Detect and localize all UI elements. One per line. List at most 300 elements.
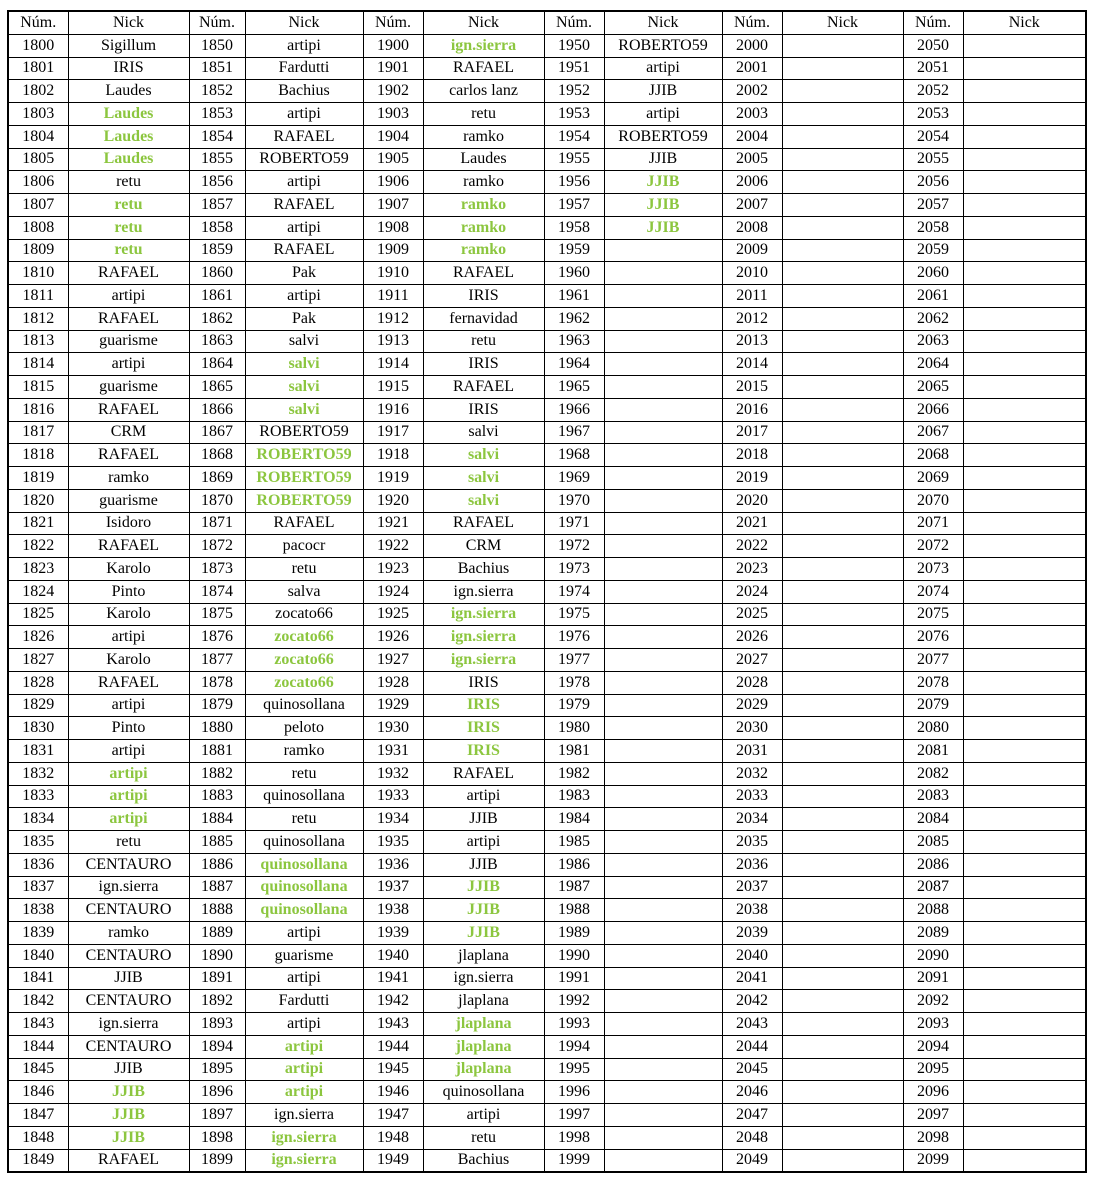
table-row [8,1126,1086,1149]
nick-cell [604,831,722,854]
num-cell: 2051 [903,57,963,80]
nick-cell: pacocr [245,535,363,558]
nick-cell: ign.sierra [423,967,544,990]
num-cell: 1962 [544,307,604,330]
num-cell: 1868 [189,444,245,467]
nick-cell: IRIS [423,285,544,308]
num-cell: 1995 [544,1058,604,1081]
nick-cell: ROBERTO59 [604,34,722,57]
num-cell: 2030 [722,717,782,740]
num-cell: 2058 [903,216,963,239]
num-cell: 1801 [8,57,68,80]
num-cell: 2016 [722,398,782,421]
num-cell: 1919 [363,467,423,490]
nick-cell [782,239,903,262]
nick-cell [782,762,903,785]
num-cell: 1987 [544,876,604,899]
table-row [8,57,1086,80]
num-cell: 2086 [903,853,963,876]
num-cell: 2090 [903,944,963,967]
nick-cell: salvi [423,444,544,467]
nick-cell [604,285,722,308]
nick-cell: Laudes [68,125,189,148]
table-row [8,1013,1086,1036]
nick-cell: jlaplana [423,990,544,1013]
num-cell: 1901 [363,57,423,80]
nick-cell [782,444,903,467]
num-cell: 1937 [363,876,423,899]
num-cell: 1911 [363,285,423,308]
nick-cell [963,307,1086,330]
table-row [8,944,1086,967]
nick-cell [782,1035,903,1058]
header-num: Núm. [903,11,963,34]
nick-cell [782,944,903,967]
num-cell: 1900 [363,34,423,57]
num-cell: 2034 [722,808,782,831]
nick-cell: JJIB [604,80,722,103]
nick-cell: ign.sierra [245,1126,363,1149]
nick-cell [782,785,903,808]
nick-cell: RAFAEL [68,444,189,467]
nick-cell: IRIS [423,740,544,763]
nick-cell [782,262,903,285]
num-cell: 1942 [363,990,423,1013]
nick-cell [782,171,903,194]
nick-cell: JJIB [68,1058,189,1081]
nick-cell [782,103,903,126]
num-cell: 1867 [189,421,245,444]
nick-cell: Bachius [245,80,363,103]
nick-cell [963,353,1086,376]
num-cell: 1914 [363,353,423,376]
nick-cell [963,216,1086,239]
num-cell: 2050 [903,34,963,57]
num-cell: 2022 [722,535,782,558]
nick-cell [782,285,903,308]
nick-cell [604,1126,722,1149]
nick-cell: artipi [245,216,363,239]
nick-cell: CRM [423,535,544,558]
nick-cell [963,899,1086,922]
num-cell: 2065 [903,376,963,399]
nick-cell [782,398,903,421]
nick-cell: salvi [245,376,363,399]
nick-cell: JJIB [604,148,722,171]
num-cell: 2094 [903,1035,963,1058]
num-cell: 2075 [903,603,963,626]
num-cell: 1825 [8,603,68,626]
table-row [8,444,1086,467]
header-num: Núm. [722,11,782,34]
num-cell: 1981 [544,740,604,763]
num-cell: 2003 [722,103,782,126]
nick-cell [604,626,722,649]
num-cell: 1826 [8,626,68,649]
nick-cell: RAFAEL [245,194,363,217]
num-cell: 2059 [903,239,963,262]
num-cell: 2098 [903,1126,963,1149]
num-cell: 1972 [544,535,604,558]
num-cell: 1997 [544,1104,604,1127]
header-num: Núm. [8,11,68,34]
nick-cell: JJIB [604,171,722,194]
num-cell: 1864 [189,353,245,376]
nick-cell [782,216,903,239]
nick-cell [963,34,1086,57]
nick-cell [782,512,903,535]
num-cell: 1851 [189,57,245,80]
nick-cell: CENTAURO [68,853,189,876]
nick-cell: Pak [245,307,363,330]
nick-cell: Pak [245,262,363,285]
table-header [8,11,1086,34]
nick-cell [604,967,722,990]
nick-cell: ROBERTO59 [245,489,363,512]
num-cell: 1805 [8,148,68,171]
table-row [8,558,1086,581]
num-cell: 1855 [189,148,245,171]
nick-cell [963,831,1086,854]
nick-cell [963,489,1086,512]
table-row [8,103,1086,126]
num-cell: 1943 [363,1013,423,1036]
num-cell: 1927 [363,649,423,672]
header-nick: Nick [68,11,189,34]
nick-cell [963,1081,1086,1104]
num-cell: 1844 [8,1035,68,1058]
num-cell: 1915 [363,376,423,399]
num-cell: 1808 [8,216,68,239]
num-cell: 1935 [363,831,423,854]
nick-cell [782,853,903,876]
nick-cell: JJIB [423,922,544,945]
num-cell: 2015 [722,376,782,399]
nick-cell [604,239,722,262]
num-cell: 2091 [903,967,963,990]
num-cell: 2024 [722,580,782,603]
nick-cell: zocato66 [245,626,363,649]
nick-cell [963,376,1086,399]
nick-cell: RAFAEL [245,239,363,262]
nick-cell: salva [245,580,363,603]
nick-cell [963,535,1086,558]
num-cell: 2009 [722,239,782,262]
nick-cell: Fardutti [245,990,363,1013]
num-cell: 1847 [8,1104,68,1127]
nick-cell: RAFAEL [423,262,544,285]
table-row [8,398,1086,421]
header-num: Núm. [363,11,423,34]
num-cell: 2036 [722,853,782,876]
num-cell: 1832 [8,762,68,785]
nick-cell [604,330,722,353]
nick-cell: salvi [245,398,363,421]
nick-cell [782,717,903,740]
num-cell: 1895 [189,1058,245,1081]
nick-cell: ign.sierra [245,1104,363,1127]
nick-cell: jlaplana [423,1035,544,1058]
num-cell: 1811 [8,285,68,308]
num-cell: 1816 [8,398,68,421]
nick-cell: CRM [68,421,189,444]
num-cell: 1831 [8,740,68,763]
nick-cell: artipi [604,103,722,126]
nick-cell: fernavidad [423,307,544,330]
num-cell: 1837 [8,876,68,899]
num-cell: 2096 [903,1081,963,1104]
nick-cell [963,944,1086,967]
table-row [8,808,1086,831]
num-cell: 1869 [189,467,245,490]
num-cell: 1939 [363,922,423,945]
table-row [8,34,1086,57]
num-cell: 1859 [189,239,245,262]
nick-cell: artipi [245,967,363,990]
num-cell: 1842 [8,990,68,1013]
num-cell: 2027 [722,649,782,672]
nick-cell: retu [68,216,189,239]
nick-cell: artipi [245,285,363,308]
nick-cell [782,1081,903,1104]
num-cell: 1800 [8,34,68,57]
header-nick: Nick [963,11,1086,34]
num-cell: 1957 [544,194,604,217]
nick-cell: artipi [68,808,189,831]
nick-cell: retu [68,239,189,262]
num-cell: 1838 [8,899,68,922]
num-cell: 2053 [903,103,963,126]
nick-cell: artipi [68,740,189,763]
nick-cell: JJIB [423,853,544,876]
num-cell: 2048 [722,1126,782,1149]
nick-cell: Bachius [423,558,544,581]
nick-cell: RAFAEL [68,398,189,421]
num-cell: 1991 [544,967,604,990]
num-cell: 1823 [8,558,68,581]
table-row [8,467,1086,490]
nick-cell [604,1149,722,1172]
num-cell: 2011 [722,285,782,308]
num-cell: 2038 [722,899,782,922]
num-cell: 1882 [189,762,245,785]
nick-cell: ign.sierra [245,1149,363,1172]
nick-cell [963,876,1086,899]
num-cell: 1818 [8,444,68,467]
table-row [8,1081,1086,1104]
table-row [8,785,1086,808]
nick-cell [604,853,722,876]
num-cell: 1961 [544,285,604,308]
nick-cell: jlaplana [423,944,544,967]
nick-cell [782,467,903,490]
num-cell: 1950 [544,34,604,57]
num-cell: 1813 [8,330,68,353]
num-cell: 1968 [544,444,604,467]
num-cell: 2095 [903,1058,963,1081]
nick-cell [963,239,1086,262]
num-cell: 1933 [363,785,423,808]
num-cell: 2041 [722,967,782,990]
num-cell: 2087 [903,876,963,899]
num-cell: 1922 [363,535,423,558]
num-cell: 1980 [544,717,604,740]
nick-cell: JJIB [68,1126,189,1149]
nick-cell [782,694,903,717]
table-row [8,922,1086,945]
nick-cell: jlaplana [423,1058,544,1081]
nick-cell: salvi [423,489,544,512]
num-cell: 1951 [544,57,604,80]
nick-cell: retu [423,103,544,126]
nick-cell [604,376,722,399]
nick-cell: artipi [245,103,363,126]
nick-cell: carlos lanz [423,80,544,103]
num-cell: 1858 [189,216,245,239]
nick-cell [782,1013,903,1036]
num-cell: 1993 [544,1013,604,1036]
nick-cell: Karolo [68,558,189,581]
num-cell: 2025 [722,603,782,626]
num-cell: 2097 [903,1104,963,1127]
num-cell: 1908 [363,216,423,239]
num-cell: 1861 [189,285,245,308]
nick-cell [963,57,1086,80]
nick-cell: salvi [423,467,544,490]
num-cell: 1928 [363,671,423,694]
nick-cell [782,603,903,626]
num-cell: 2017 [722,421,782,444]
num-cell: 1909 [363,239,423,262]
num-cell: 1967 [544,421,604,444]
nick-cell: ign.sierra [423,649,544,672]
nick-cell [782,808,903,831]
num-cell: 2012 [722,307,782,330]
num-cell: 1992 [544,990,604,1013]
num-cell: 2077 [903,649,963,672]
table-row [8,148,1086,171]
nick-cell: IRIS [68,57,189,80]
num-cell: 2046 [722,1081,782,1104]
table-row [8,262,1086,285]
num-cell: 2040 [722,944,782,967]
header-row [8,11,1086,34]
num-cell: 2006 [722,171,782,194]
num-cell: 1924 [363,580,423,603]
table-row [8,831,1086,854]
nick-cell [604,603,722,626]
num-cell: 1948 [363,1126,423,1149]
nick-cell [604,740,722,763]
num-cell: 1865 [189,376,245,399]
table-row [8,603,1086,626]
num-cell: 2089 [903,922,963,945]
nick-cell: JJIB [423,876,544,899]
nick-cell: artipi [423,831,544,854]
num-cell: 1959 [544,239,604,262]
nick-cell [782,580,903,603]
num-cell: 1898 [189,1126,245,1149]
nick-cell: ROBERTO59 [604,125,722,148]
nick-cell: guarisme [245,944,363,967]
nick-cell: artipi [604,57,722,80]
table-row [8,671,1086,694]
num-cell: 2023 [722,558,782,581]
nick-cell [963,853,1086,876]
nick-cell [963,603,1086,626]
nick-cell: artipi [245,34,363,57]
nick-cell [604,580,722,603]
num-cell: 1930 [363,717,423,740]
nick-cell [782,34,903,57]
nick-cell [782,990,903,1013]
num-cell: 2026 [722,626,782,649]
nick-cell [963,1013,1086,1036]
header-num: Núm. [189,11,245,34]
num-cell: 2057 [903,194,963,217]
num-cell: 1841 [8,967,68,990]
nick-cell: ROBERTO59 [245,444,363,467]
table-row [8,1149,1086,1172]
num-cell: 1990 [544,944,604,967]
num-cell: 1877 [189,649,245,672]
num-cell: 1934 [363,808,423,831]
num-cell: 1824 [8,580,68,603]
num-cell: 1965 [544,376,604,399]
num-cell: 1903 [363,103,423,126]
num-cell: 2071 [903,512,963,535]
nick-cell: artipi [245,1058,363,1081]
num-cell: 1874 [189,580,245,603]
num-cell: 2082 [903,762,963,785]
table-row [8,421,1086,444]
table-row [8,239,1086,262]
nick-cell: IRIS [423,671,544,694]
num-cell: 1906 [363,171,423,194]
num-cell: 1970 [544,489,604,512]
num-cell: 2067 [903,421,963,444]
table-row [8,990,1086,1013]
nick-cell: artipi [245,1035,363,1058]
nick-cell: artipi [68,762,189,785]
num-cell: 1857 [189,194,245,217]
num-cell: 2031 [722,740,782,763]
num-cell: 1830 [8,717,68,740]
table-row [8,330,1086,353]
num-cell: 2063 [903,330,963,353]
num-cell: 2020 [722,489,782,512]
nick-cell [782,125,903,148]
nick-cell: ign.sierra [423,34,544,57]
nick-cell [782,740,903,763]
num-cell: 2002 [722,80,782,103]
nick-cell: ROBERTO59 [245,421,363,444]
nick-cell: ramko [423,125,544,148]
num-cell: 1925 [363,603,423,626]
nick-cell [604,307,722,330]
num-cell: 1890 [189,944,245,967]
nick-cell: zocato66 [245,649,363,672]
table-body [8,34,1086,1172]
nick-cell [604,421,722,444]
nick-cell: ign.sierra [68,876,189,899]
nick-cell [604,398,722,421]
num-cell: 1955 [544,148,604,171]
num-cell: 1852 [189,80,245,103]
num-cell: 2001 [722,57,782,80]
num-cell: 2033 [722,785,782,808]
num-cell: 1920 [363,489,423,512]
